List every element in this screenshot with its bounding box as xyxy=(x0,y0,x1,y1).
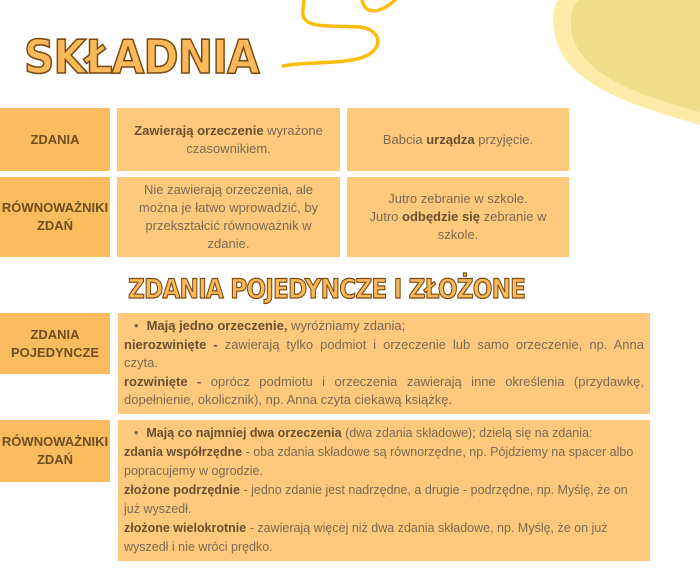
term: złożone podrzędnie xyxy=(124,482,240,497)
row-pojedyncze xyxy=(0,313,700,414)
desc: - oba zdania składowe są równorzędne, np. Pójdziemy na spacer albo popracujemy w ogrodzie. xyxy=(124,444,634,478)
ex-line1: Jutro zebranie w szkole. xyxy=(388,191,528,206)
page-title: SKŁADNIA xyxy=(24,30,259,84)
list-item xyxy=(124,443,644,481)
def-bold: Zawierają orzeczenie xyxy=(134,122,264,138)
row-zlozone xyxy=(0,420,700,561)
content-pojedyncze xyxy=(118,313,650,414)
example-zdania xyxy=(347,108,569,171)
term: zdania współrzędne xyxy=(124,444,243,459)
row-label-zlozone: RÓWNOWAŻNIKI ZDAŃ xyxy=(0,420,110,482)
desc: - jedno zdanie jest nadrzędne, a drugie - podrzędne, np. Myślę, że on już wyszedł. xyxy=(124,482,628,516)
content-zlozone xyxy=(118,420,650,561)
squiggle-line xyxy=(283,0,395,66)
bullet-bold: Mają co najmniej dwa orzeczenia xyxy=(146,425,342,440)
list-item xyxy=(124,336,644,373)
desc: oprócz podmiotu i orzeczenia zawierają inne określenia (przydawkę, dopełnienie, okolicznik), np. Anna czyta ciekawą książkę. xyxy=(124,373,644,407)
definition-rownowazniki: Nie zawierają orzeczenia, ale można je łatwo wprowadzić, by przekształcić równoważnik w zdanie. xyxy=(117,177,340,257)
def-rest: wyrażone czasownikiem. xyxy=(186,122,323,156)
section-title: ZDANIA POJEDYNCZE I ZŁOŻONE xyxy=(128,274,526,305)
bullet-rest: wyróżniamy zdania; xyxy=(287,318,406,333)
ex-bold: odbędzie się xyxy=(402,209,481,224)
desc: zawierają tylko podmiot i orzeczenie lub samo orzeczenie, np. Anna czyta. xyxy=(124,336,644,370)
term: złożone wielokrotnie xyxy=(124,520,247,535)
list-item xyxy=(124,373,644,410)
table-row xyxy=(0,108,700,171)
ex-bold: urządza xyxy=(426,131,475,147)
ex-post: przyjęcie. xyxy=(474,131,534,147)
bullet-bold: Mają jedno orzeczenie, xyxy=(146,318,288,333)
section-sentences xyxy=(0,273,700,569)
example-rownowazniki xyxy=(347,177,569,257)
bullet xyxy=(124,424,644,443)
syntax-table xyxy=(0,108,700,263)
bullet xyxy=(124,317,644,336)
row-label-pojedyncze: ZDANIA POJEDYNCZE xyxy=(0,313,110,374)
row-label-zdania: ZDANIA xyxy=(0,108,110,171)
row-label-rownowazniki: RÓWNOWAŻNIKI ZDAŃ xyxy=(0,177,110,257)
table-row xyxy=(0,177,700,257)
list-item xyxy=(124,481,644,519)
list-item xyxy=(124,519,644,557)
bullet-rest: (dwa zdania składowe); dzielą się na zdania: xyxy=(341,425,593,440)
term: rozwinięte - xyxy=(124,373,202,389)
desc: - zawierają więcej niż dwa zdania składowe, np. Myślę, że on już wyszedł i nie wróci prędko. xyxy=(124,520,608,554)
definition-zdania xyxy=(117,108,340,171)
ex-pre: Babcia xyxy=(382,131,427,147)
ex-post: zebranie w szkole. xyxy=(437,209,547,242)
term: nierozwinięte - xyxy=(124,336,218,352)
ex-pre: Jutro xyxy=(369,209,402,224)
